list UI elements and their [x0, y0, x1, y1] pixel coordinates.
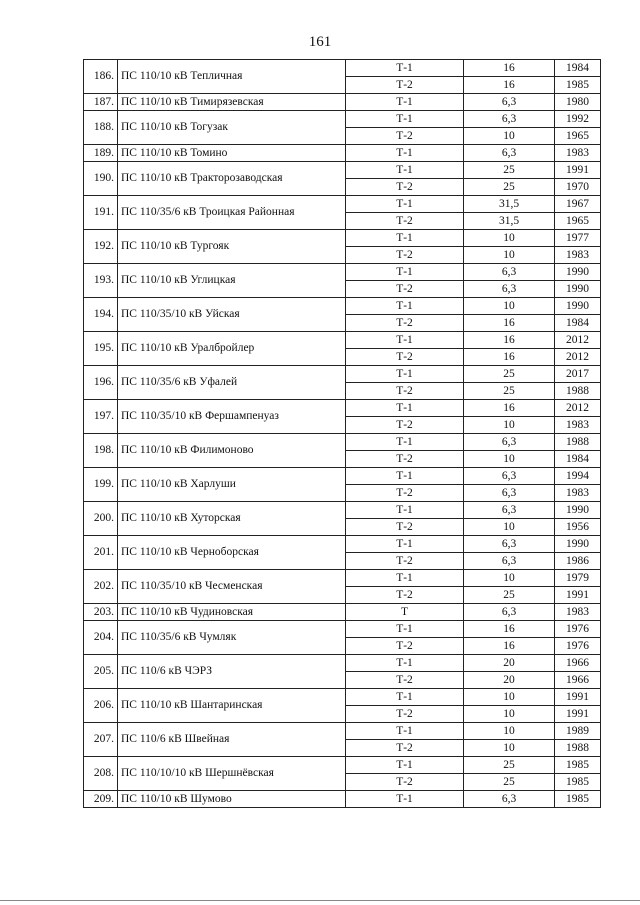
transformer-cell: Т-1	[346, 621, 464, 638]
transformer-cell: Т-1	[346, 468, 464, 485]
row-number-cell: 193.	[84, 264, 118, 298]
substation-name-cell: ПС 110/10 кВ Тимирязевская	[118, 94, 346, 111]
year-cell: 1967	[555, 196, 601, 213]
year-cell: 1983	[555, 485, 601, 502]
page-bottom-rule	[0, 900, 640, 901]
transformer-cell: Т-1	[346, 332, 464, 349]
substation-table-container	[83, 59, 600, 808]
substation-name-cell: ПС 110/10 кВ Харлуши	[118, 468, 346, 502]
table-row	[84, 689, 601, 706]
transformer-cell: Т-1	[346, 655, 464, 672]
power-cell: 6,3	[464, 485, 555, 502]
transformer-cell: Т-2	[346, 672, 464, 689]
power-cell: 6,3	[464, 502, 555, 519]
year-cell: 2012	[555, 400, 601, 417]
transformer-cell: Т-1	[346, 298, 464, 315]
year-cell: 1983	[555, 604, 601, 621]
table-row	[84, 621, 601, 638]
substation-name-cell: ПС 110/10 кВ Тогузак	[118, 111, 346, 145]
year-cell: 2017	[555, 366, 601, 383]
power-cell: 20	[464, 672, 555, 689]
transformer-cell: Т-2	[346, 213, 464, 230]
power-cell: 16	[464, 332, 555, 349]
transformer-cell: Т-1	[346, 689, 464, 706]
transformer-cell: Т-2	[346, 774, 464, 791]
page-number: 161	[308, 34, 332, 50]
substation-name-cell: ПС 110/10 кВ Чудиновская	[118, 604, 346, 621]
table-row	[84, 604, 601, 621]
transformer-cell: Т-1	[346, 434, 464, 451]
substation-name-cell: ПС 110/6 кВ ЧЭРЗ	[118, 655, 346, 689]
power-cell: 25	[464, 179, 555, 196]
substation-name-cell: ПС 110/10 кВ Тепличная	[118, 60, 346, 94]
row-number-cell: 195.	[84, 332, 118, 366]
power-cell: 10	[464, 230, 555, 247]
transformer-cell: Т-2	[346, 281, 464, 298]
transformer-cell: Т-1	[346, 570, 464, 587]
transformer-cell: Т-1	[346, 196, 464, 213]
substation-name-cell: ПС 110/10 кВ Хуторская	[118, 502, 346, 536]
substation-name-cell: ПС 110/10 кВ Черноборская	[118, 536, 346, 570]
table-row	[84, 145, 601, 162]
transformer-cell: Т-2	[346, 638, 464, 655]
transformer-cell: Т-2	[346, 519, 464, 536]
power-cell: 6,3	[464, 553, 555, 570]
year-cell: 1984	[555, 60, 601, 77]
transformer-cell: Т-1	[346, 502, 464, 519]
row-number-cell: 209.	[84, 791, 118, 808]
power-cell: 10	[464, 451, 555, 468]
substation-name-cell: ПС 110/35/10 кВ Фершампенуаз	[118, 400, 346, 434]
row-number-cell: 203.	[84, 604, 118, 621]
year-cell: 1988	[555, 434, 601, 451]
year-cell: 1984	[555, 315, 601, 332]
transformer-cell: Т	[346, 604, 464, 621]
substation-name-cell: ПС 110/35/6 кВ Чумляк	[118, 621, 346, 655]
year-cell: 2012	[555, 349, 601, 366]
row-number-cell: 198.	[84, 434, 118, 468]
row-number-cell: 202.	[84, 570, 118, 604]
row-number-cell: 201.	[84, 536, 118, 570]
substation-table	[83, 59, 601, 808]
power-cell: 6,3	[464, 791, 555, 808]
year-cell: 1977	[555, 230, 601, 247]
row-number-cell: 204.	[84, 621, 118, 655]
transformer-cell: Т-2	[346, 740, 464, 757]
table-row	[84, 162, 601, 179]
table-row	[84, 111, 601, 128]
power-cell: 25	[464, 757, 555, 774]
transformer-cell: Т-2	[346, 451, 464, 468]
year-cell: 1965	[555, 213, 601, 230]
power-cell: 10	[464, 570, 555, 587]
power-cell: 16	[464, 77, 555, 94]
year-cell: 1994	[555, 468, 601, 485]
transformer-cell: Т-1	[346, 400, 464, 417]
year-cell: 1980	[555, 94, 601, 111]
substation-name-cell: ПС 110/35/6 кВ Уфалей	[118, 366, 346, 400]
year-cell: 1990	[555, 264, 601, 281]
row-number-cell: 206.	[84, 689, 118, 723]
row-number-cell: 205.	[84, 655, 118, 689]
row-number-cell: 186.	[84, 60, 118, 94]
substation-name-cell: ПС 110/35/6 кВ Троицкая Районная	[118, 196, 346, 230]
transformer-cell: Т-1	[346, 94, 464, 111]
transformer-cell: Т-1	[346, 723, 464, 740]
year-cell: 1984	[555, 451, 601, 468]
substation-name-cell: ПС 110/10 кВ Уралбройлер	[118, 332, 346, 366]
row-number-cell: 196.	[84, 366, 118, 400]
year-cell: 1985	[555, 774, 601, 791]
substation-name-cell: ПС 110/10 кВ Шантаринская	[118, 689, 346, 723]
row-number-cell: 189.	[84, 145, 118, 162]
power-cell: 25	[464, 383, 555, 400]
substation-name-cell: ПС 110/10 кВ Филимоново	[118, 434, 346, 468]
row-number-cell: 191.	[84, 196, 118, 230]
table-row	[84, 434, 601, 451]
transformer-cell: Т-2	[346, 128, 464, 145]
table-row	[84, 723, 601, 740]
year-cell: 1966	[555, 655, 601, 672]
power-cell: 16	[464, 349, 555, 366]
year-cell: 1991	[555, 689, 601, 706]
transformer-cell: Т-2	[346, 179, 464, 196]
transformer-cell: Т-2	[346, 315, 464, 332]
table-row	[84, 570, 601, 587]
power-cell: 10	[464, 128, 555, 145]
substation-name-cell: ПС 110/10 кВ Тургояк	[118, 230, 346, 264]
row-number-cell: 194.	[84, 298, 118, 332]
year-cell: 1979	[555, 570, 601, 587]
year-cell: 1991	[555, 162, 601, 179]
year-cell: 1976	[555, 621, 601, 638]
row-number-cell: 199.	[84, 468, 118, 502]
table-row	[84, 332, 601, 349]
substation-name-cell: ПС 110/10/10 кВ Шершнёвская	[118, 757, 346, 791]
power-cell: 25	[464, 774, 555, 791]
transformer-cell: Т-1	[346, 536, 464, 553]
table-row	[84, 536, 601, 553]
power-cell: 6,3	[464, 145, 555, 162]
year-cell: 1991	[555, 706, 601, 723]
year-cell: 1991	[555, 587, 601, 604]
row-number-cell: 188.	[84, 111, 118, 145]
year-cell: 1985	[555, 77, 601, 94]
transformer-cell: Т-2	[346, 587, 464, 604]
transformer-cell: Т-1	[346, 162, 464, 179]
power-cell: 25	[464, 162, 555, 179]
transformer-cell: Т-1	[346, 60, 464, 77]
table-row	[84, 757, 601, 774]
transformer-cell: Т-2	[346, 485, 464, 502]
power-cell: 25	[464, 587, 555, 604]
power-cell: 31,5	[464, 213, 555, 230]
year-cell: 1985	[555, 757, 601, 774]
power-cell: 10	[464, 706, 555, 723]
substation-name-cell: ПС 110/10 кВ Шумово	[118, 791, 346, 808]
power-cell: 10	[464, 417, 555, 434]
power-cell: 16	[464, 621, 555, 638]
transformer-cell: Т-2	[346, 247, 464, 264]
transformer-cell: Т-1	[346, 111, 464, 128]
power-cell: 16	[464, 60, 555, 77]
power-cell: 6,3	[464, 434, 555, 451]
row-number-cell: 208.	[84, 757, 118, 791]
table-row	[84, 264, 601, 281]
power-cell: 6,3	[464, 111, 555, 128]
table-row	[84, 298, 601, 315]
year-cell: 1983	[555, 145, 601, 162]
year-cell: 1988	[555, 740, 601, 757]
row-number-cell: 197.	[84, 400, 118, 434]
transformer-cell: Т-2	[346, 383, 464, 400]
power-cell: 6,3	[464, 604, 555, 621]
power-cell: 16	[464, 315, 555, 332]
year-cell: 1990	[555, 536, 601, 553]
power-cell: 10	[464, 298, 555, 315]
power-cell: 6,3	[464, 281, 555, 298]
year-cell: 1983	[555, 247, 601, 264]
transformer-cell: Т-1	[346, 264, 464, 281]
year-cell: 1986	[555, 553, 601, 570]
transformer-cell: Т-2	[346, 706, 464, 723]
row-number-cell: 207.	[84, 723, 118, 757]
power-cell: 16	[464, 400, 555, 417]
transformer-cell: Т-1	[346, 145, 464, 162]
year-cell: 1976	[555, 638, 601, 655]
table-row	[84, 366, 601, 383]
table-row	[84, 502, 601, 519]
substation-name-cell: ПС 110/10 кВ Томино	[118, 145, 346, 162]
power-cell: 25	[464, 366, 555, 383]
table-row	[84, 468, 601, 485]
substation-name-cell: ПС 110/6 кВ Швейная	[118, 723, 346, 757]
power-cell: 10	[464, 740, 555, 757]
year-cell: 1990	[555, 298, 601, 315]
row-number-cell: 187.	[84, 94, 118, 111]
substation-table-body	[84, 60, 601, 808]
year-cell: 1970	[555, 179, 601, 196]
transformer-cell: Т-1	[346, 230, 464, 247]
transformer-cell: Т-2	[346, 553, 464, 570]
table-row	[84, 230, 601, 247]
power-cell: 20	[464, 655, 555, 672]
year-cell: 1992	[555, 111, 601, 128]
transformer-cell: Т-2	[346, 417, 464, 434]
year-cell: 2012	[555, 332, 601, 349]
year-cell: 1989	[555, 723, 601, 740]
power-cell: 6,3	[464, 468, 555, 485]
table-row	[84, 94, 601, 111]
year-cell: 1990	[555, 281, 601, 298]
power-cell: 6,3	[464, 536, 555, 553]
transformer-cell: Т-1	[346, 757, 464, 774]
power-cell: 16	[464, 638, 555, 655]
row-number-cell: 200.	[84, 502, 118, 536]
power-cell: 6,3	[464, 264, 555, 281]
transformer-cell: Т-1	[346, 791, 464, 808]
year-cell: 1965	[555, 128, 601, 145]
power-cell: 10	[464, 689, 555, 706]
row-number-cell: 192.	[84, 230, 118, 264]
year-cell: 1988	[555, 383, 601, 400]
transformer-cell: Т-1	[346, 366, 464, 383]
table-row	[84, 196, 601, 213]
transformer-cell: Т-2	[346, 349, 464, 366]
substation-name-cell: ПС 110/35/10 кВ Уйская	[118, 298, 346, 332]
power-cell: 10	[464, 247, 555, 264]
year-cell: 1966	[555, 672, 601, 689]
power-cell: 10	[464, 519, 555, 536]
table-row	[84, 400, 601, 417]
table-row	[84, 655, 601, 672]
table-row	[84, 60, 601, 77]
row-number-cell: 190.	[84, 162, 118, 196]
transformer-cell: Т-2	[346, 77, 464, 94]
power-cell: 6,3	[464, 94, 555, 111]
substation-name-cell: ПС 110/10 кВ Тракторозаводская	[118, 162, 346, 196]
table-row	[84, 791, 601, 808]
year-cell: 1985	[555, 791, 601, 808]
power-cell: 31,5	[464, 196, 555, 213]
power-cell: 10	[464, 723, 555, 740]
substation-name-cell: ПС 110/10 кВ Углицкая	[118, 264, 346, 298]
year-cell: 1990	[555, 502, 601, 519]
year-cell: 1983	[555, 417, 601, 434]
year-cell: 1956	[555, 519, 601, 536]
substation-name-cell: ПС 110/35/10 кВ Чесменская	[118, 570, 346, 604]
